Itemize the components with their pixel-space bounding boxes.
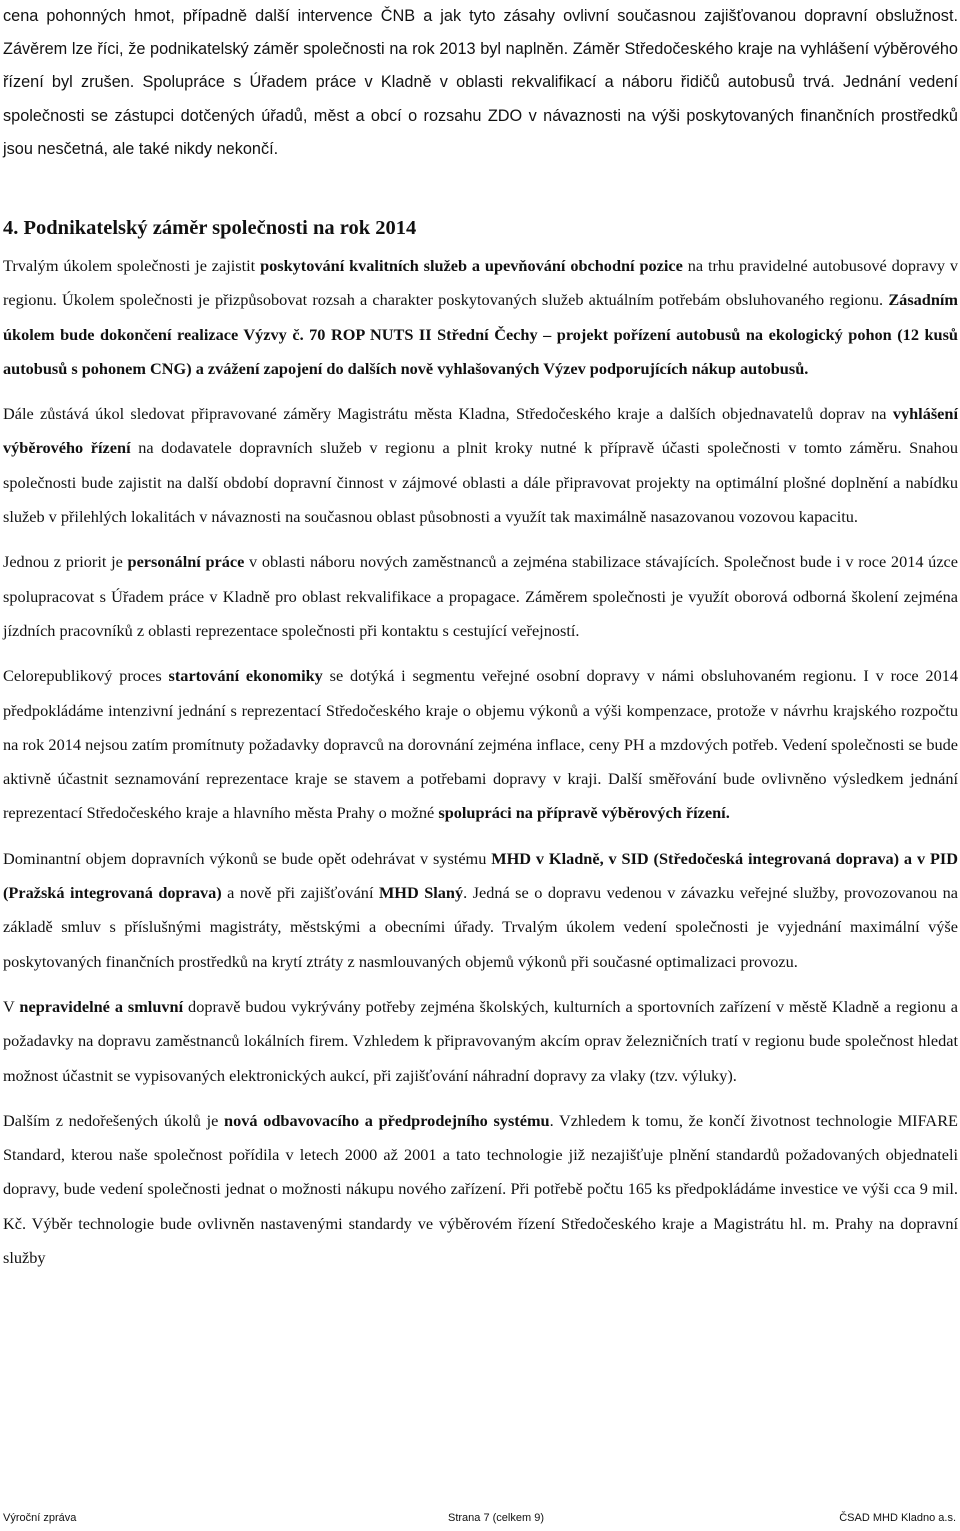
- paragraph-tenders: Dále zůstává úkol sledovat připravované záměry Magistrátu města Kladna, Středočeského kraje a dalších objednavatelů doprav na vyhlášení výběrového řízení na dodavatele dopravních služeb v regionu a plnit kroky nutné k přípravě účasti společnosti v tomto záměru. Snahou společnosti bude zajistit na další období dopravní činnost v zájmové oblasti a dále připravovat projekty na optimální plošné doplnění a nabídku služeb v přilehlých lokalitách v návaznosti na současnou oblast působnosti a využít tak maximálně nasazovanou vozovou kapacitu.: [3, 404, 958, 527]
- paragraph-ticketing-system: Dalším z nedořešených úkolů je nová odbavovacího a předprodejního systému. Vzhledem k tomu, že končí životnost technologie MIFARE Standard, kterou naše společnost pořídila v letech 2000 až 2001 a tato technologie již nezajišťuje plnění standardů požadovaných objednateli dopravy, bude vedení společnosti jednat o možnosti nákupu nového zařízení. Při potřebě počtu 165 ks předpokládáme investice ve výši cca 9 mil. Kč. Výběr technologie bude ovlivněn nastavenými standardy ve výběrovém řízení Středočeského kraje a Magistrátu hl. m. Prahy na dopravní služby: [3, 1110, 958, 1268]
- section-body: [3, 249, 958, 1286]
- intro-text: cena pohonných hmot, případně další intervence ČNB a jak tyto zásahy ovlivní současnou zajišťovanou dopravní obslužnost. Závěrem lze říci, že podnikatelský záměr společnosti na rok 2013 byl naplněn. Záměr Středočeského kraje na vyhlášení výběrového řízení byl zrušen. Spolupráce s Úřadem práce v Kladně v oblasti rekvalifikací a náboru řidičů autobusů trvá. Jednání vedení společnosti se zástupci dotčených úřadů, měst a obcí o rozsahu ZDO v návaznosti na výši poskytovaných finančních prostředků jsou nesčetná, ale také nikdy nekončí.: [3, 7, 958, 158]
- paragraph-main-task: Trvalým úkolem společnosti je zajistit poskytování kvalitních služeb a upevňování obchodní pozice na trhu pravidelné autobusové dopravy v regionu. Úkolem společnosti je přizpůsobovat rozsah a charakter poskytovaných služeb aktuálním potřebám obsluhovaného regionu. Zásadním úkolem bude dokončení realizace Výzvy č. 70 ROP NUTS II Střední Čechy – projekt pořízení autobusů na ekologický pohon (12 kusů autobusů s pohonem CNG) a zvážení zapojení do dalších nově vyhlašovaných Výzev podporujících nákup autobusů.: [3, 256, 958, 378]
- paragraph-economy: Celorepublikový proces startování ekonomiky se dotýká i segmentu veřejné osobní dopravy v námi obsluhovaném regionu. I v roce 2014 předpokládáme intenzivní jednání s reprezentací Středočeského kraje o objemu výkonů a výši kompenzace, protože v návrhu krajského rozpočtu na rok 2014 nejsou zatím promítnuty požadavky dopravců na dorovnání zejména inflace, ceny PH a mzdových potřeb. Vedení společnosti se bude aktivně účastnit seznamování reprezentace kraje se stavem a potřebami dopravy v kraji. Další směřování bude ovlivněno výsledkem jednání reprezentací Středočeského kraje a hlavního města Prahy o možné spolupráci na přípravě výběrových řízení.: [3, 666, 958, 823]
- intro-paragraph: [3, 0, 958, 166]
- paragraph-transport-volume: Dominantní objem dopravních výkonů se bude opět odehrávat v systému MHD v Kladně, v SID (Středočeská integrovaná doprava) a v PID (Pražská integrovaná doprava) a nově při zajišťování MHD Slaný. Jedná se o dopravu vedenou v závazku veřejné služby, provozovanou na základě smluv s příslušnými magistráty, městskými a obecními úřady. Trvalým úkolem vedení společnosti je vyjednání maximální výše poskytovaných finančních prostředků na krytí ztráty z nasmlouvaných objemů výkonů při současné optimalizaci provozu.: [3, 848, 959, 971]
- paragraph-personnel: Jednou z priorit je personální práce v oblasti náboru nových zaměstnanců a zejména stabilizace stávajících. Společnost bude i v roce 2014 úzce spolupracovat s Úřadem práce v Kladně pro oblast rekvalifikace a propagace. Záměrem společnosti je využít oborová odborná školení zejména jízdních pracovníků z oblasti reprezentace společnosti při kontaktu s cestující veřejností.: [3, 552, 958, 640]
- footer-company-name: ČSAD MHD Kladno a.s.: [839, 1512, 956, 1524]
- paragraph-irregular-transport: V nepravidelné a smluvní dopravě budou vykrývány potřeby zejména školských, kulturních a sportovních zařízení v městě Kladně a regionu a požadavky na dopravu zaměstnanců lokálních firem. Vzhledem k připravovaným akcím oprav železničních tratí v regionu bude společnost hledat možnost účastnit se vypisovaných elektronických aukcí, při zajišťování náhradní dopravy za vlaky (tzv. výluky).: [3, 996, 959, 1085]
- page-footer: [3, 1512, 958, 1530]
- section-heading: 4. Podnikatelský záměr společnosti na rok 2014: [3, 217, 417, 239]
- footer-document-title: Výroční zpráva: [3, 1512, 77, 1524]
- footer-page-number: Strana 7 (celkem 9): [448, 1512, 544, 1524]
